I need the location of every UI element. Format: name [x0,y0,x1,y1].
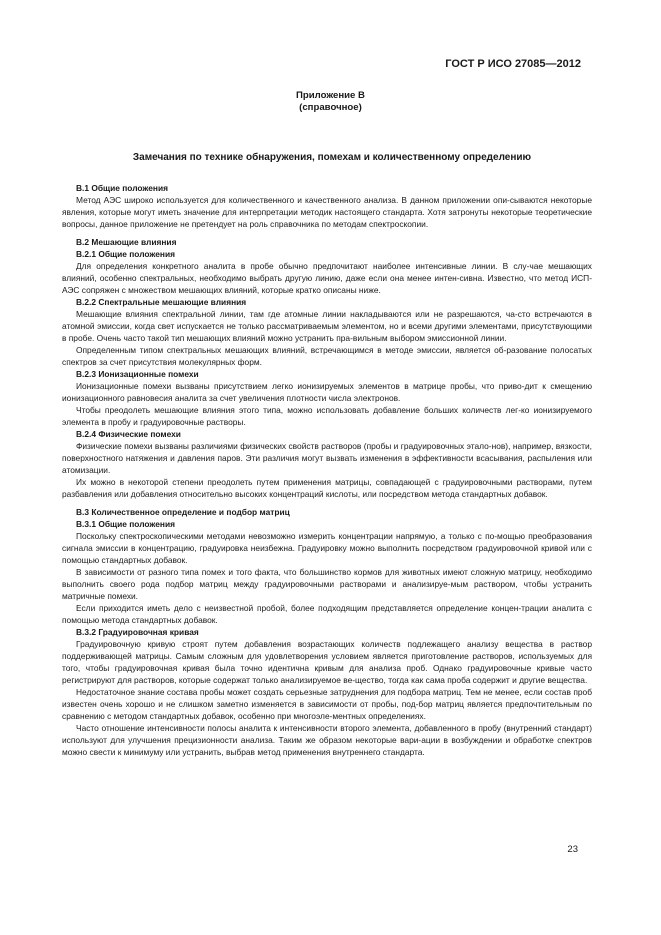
paragraph: Мешающие влияния спектральной линии, там где атомные линии накладываются или не разрешаются, ча-сто встречаются в атомной эмиссии, когда свет испускается не только рассматриваемым элементом, но и всеми другими элементами, присутствующими в пробе. Очень часто такой тип мешающих влияний можно устранить пра-вильным выбором эмиссионной линии. [62,309,592,343]
paragraph: Чтобы преодолеть мешающие влияния этого типа, можно использовать добавление больших количеств лег-ко ионизируемого элемента в пробу и градуировочные растворы. [62,405,592,427]
main-title: Замечания по технике обнаружения, помехам и количественному определению [132,152,532,163]
paragraph: Определенным типом спектральных мешающих влияний, встречающимся в методе эмиссии, является об-разование полосатых спектров за счет присутствия молекулярных форм. [62,345,592,367]
paragraph: Физические помехи вызваны различиями физических свойств растворов (пробы и градуировочных этало-нов), например, вязкости, поверхностного натяжения и давления паров. Эти различия могут вызвать изменения в эффективности всасывания, распыления или атомизации. [62,441,592,475]
section-b3-heading: В.3 Количественное определение и подбор матриц [76,507,290,517]
paragraph: Градуировочную кривую строят путем добавления возрастающих количеств подлежащего анализу вещества в раствор поддерживающей матрицы. Самым сложным для удовлетворения условием является приготовление растворов, используемых для того, чтобы градуировочная кривая была точно идентична кривым для анализа проб. Однако градуировочные кривые часто регистрируют для растворов, которые содержат только анализируемое ве-щество, тогда как сама проба содержит и другие вещества. [62,639,592,685]
paragraph: Если приходится иметь дело с неизвестной пробой, более подходящим представляется определение концен-трации аналита с помощью метода стандартных добавок. [62,603,592,625]
standard-header: ГОСТ Р ИСО 27085—2012 [445,58,581,70]
paragraph: Ионизационные помехи вызваны присутствием легко ионизируемых элементов в матрице пробы, что приво-дит к смещению ионизационного равновесия аналита за счет увеличения плотности числа электронов. [62,381,592,403]
paragraph: Их можно в некоторой степени преодолеть путем применения матрицы, совпадающей с градуировочными растворами, путем разбавления или добавления относительно высоких концентраций кислоты, или посредством метода стандартных добавок. [62,477,592,499]
document-body [62,180,592,758]
subsection-b24-heading: В.2.4 Физические помехи [76,429,181,439]
section-b1-heading: В.1 Общие положения [76,183,169,193]
subsection-b22-heading: В.2.2 Спектральные мешающие влияния [76,297,247,307]
paragraph: Часто отношение интенсивности полосы аналита к интенсивности второго элемента, добавленного в пробу (внутренний стандарт) используют для улучшения прецизионности анализа. Таким же образом некоторые вари-ации в возбуждении и обработке спектров можно свести к минимуму или устранить, выбрав метод применения внутреннего стандарта. [62,723,592,757]
paragraph: Поскольку спектроскопическими методами невозможно измерить концентрации напрямую, а только с по-мощью преобразования сигнала эмиссии в концентрацию, градуировка неизбежна. Градуировку можно выполнить посредством градуировочной кривой или с помощью стандартных добавок. [62,531,592,565]
paragraph: Недостаточное знание состава пробы может создать серьезные затруднения для подбора матриц. Тем не менее, если состав проб известен очень хорошо и не слишком заметно изменяется в зависимости от пробы, под-бор матриц является предпочтительным по сравнению с методом стандартных добавок, особенно при многоэле-ментных определениях. [62,687,592,721]
appendix-title: Приложение В [296,90,365,101]
appendix-note: (справочное) [299,102,362,113]
subsection-b32-heading: В.3.2 Градуировочная кривая [76,627,199,637]
section-b2-heading: В.2 Мешающие влияния [76,237,177,247]
subsection-b21-heading: В.2.1 Общие положения [76,249,175,259]
subsection-b23-heading: В.2.3 Ионизационные помехи [76,369,199,379]
paragraph: Для определения конкретного аналита в пробе обычно предпочитают наиболее интенсивные линии. В слу-чае мешающих влияний, особенно спектральных, необходимо выбрать другую линию, даже если она менее интен-сивна. Известно, что метод ИСП-АЭС сопряжен с множеством мешающих влияний, которые кратко описаны ниже. [62,261,592,295]
paragraph: В зависимости от разного типа помех и того факта, что большинство кормов для животных имеют сложную матрицу, необходимо выполнить своего рода подбор матриц между градуировочными растворами и анализируе-мым раствором, чтобы устранить матричные помехи. [62,567,592,601]
paragraph: Метод АЭС широко используется для количественного и качественного анализа. В данном приложении опи-сываются некоторые явления, которые могут иметь значение для интерпретации методик настоящего стандарта. Хотя затронуты некоторые теоретические вопросы, данное приложение не претендует на роль справочника по методам спектроскопии. [62,195,592,229]
page-number: 23 [567,844,578,855]
appendix-heading [0,90,661,114]
subsection-b31-heading: В.3.1 Общие положения [76,519,175,529]
